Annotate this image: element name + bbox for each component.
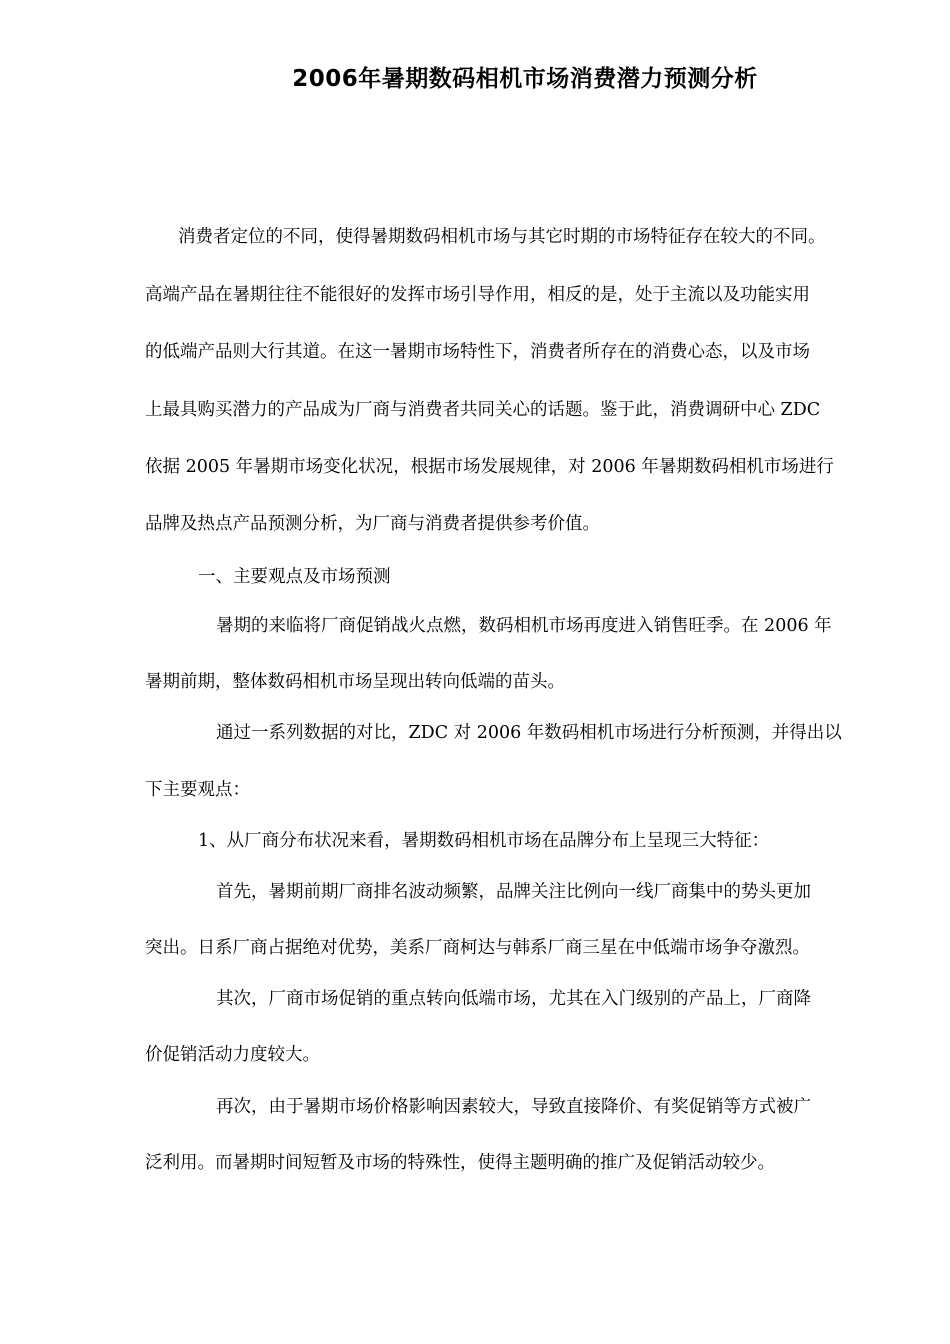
body-line: 高端产品在暑期往往不能很好的发挥市场引导作用，相反的是，处于主流以及功能实用 <box>145 285 810 305</box>
body-line: 价促销活动力度较大。 <box>145 1045 320 1065</box>
body-line: 上最具购买潜力的产品成为厂商与消费者共同关心的话题。鉴于此，消费调研中心 ZDC <box>145 400 821 420</box>
section-heading: 一、主要观点及市场预测 <box>198 567 391 587</box>
body-line: 再次，由于暑期市场价格影响因素较大，导致直接降价、有奖促销等方式被广 <box>216 1097 811 1117</box>
body-line: 泛利用。而暑期时间短暂及市场的特殊性，使得主题明确的推广及促销活动较少。 <box>145 1153 775 1173</box>
body-line: 突出。日系厂商占据绝对优势，美系厂商柯达与韩系厂商三星在中低端市场争夺激烈。 <box>145 938 810 958</box>
body-line: 通过一系列数据的对比，ZDC 对 2006 年数码相机市场进行分析预测，并得出以 <box>216 723 842 743</box>
body-line: 暑期的来临将厂商促销战火点燃，数码相机市场再度进入销售旺季。在 2006 年 <box>216 616 832 636</box>
body-line: 的低端产品则大行其道。在这一暑期市场特性下，消费者所存在的消费心态，以及市场 <box>145 342 810 362</box>
body-line: 下主要观点： <box>145 780 250 800</box>
body-line: 暑期前期，整体数码相机市场呈现出转向低端的苗头。 <box>145 672 565 692</box>
body-line: 其次，厂商市场促销的重点转向低端市场，尤其在入门级别的产品上，厂商降 <box>216 989 811 1009</box>
body-line: 首先，暑期前期厂商排名波动频繁，品牌关注比例向一线厂商集中的势头更加 <box>216 882 811 902</box>
body-line: 消费者定位的不同，使得暑期数码相机市场与其它时期的市场特征存在较大的不同。 <box>178 227 826 247</box>
body-line: 依据 2005 年暑期市场变化状况，根据市场发展规律，对 2006 年暑期数码相机市场进行 <box>145 457 834 477</box>
numbered-point: 1、从厂商分布状况来看，暑期数码相机市场在品牌分布上呈现三大特征： <box>198 831 770 851</box>
document-title: 2006年暑期数码相机市场消费潜力预测分析 <box>292 66 758 92</box>
body-line: 品牌及热点产品预测分析，为厂商与消费者提供参考价值。 <box>145 514 600 534</box>
